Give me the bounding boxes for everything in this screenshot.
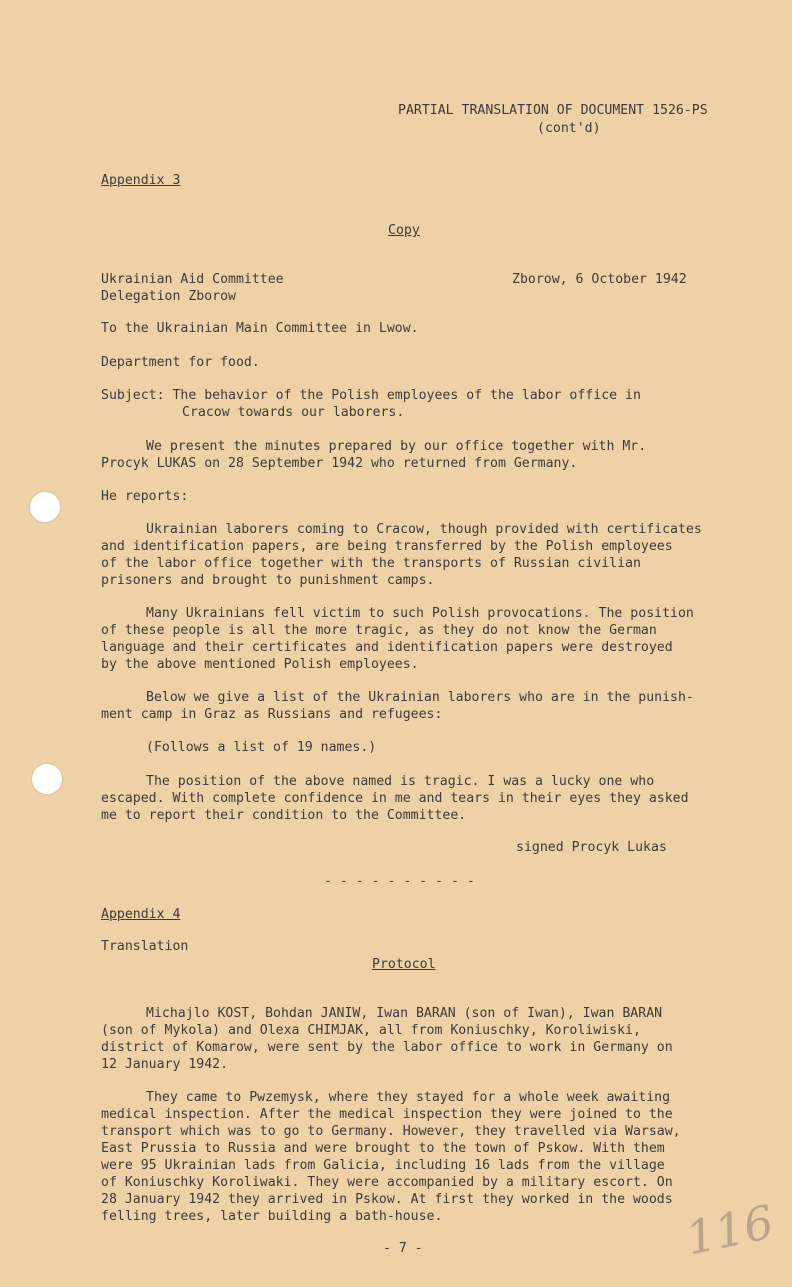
sender-line-2: Delegation Zborow xyxy=(101,289,236,304)
paragraph-line: of these people is all the more tragic, as they do not know the German xyxy=(101,623,657,638)
paragraph-line: were 95 Ukrainian lads from Galicia, including 16 lads from the village xyxy=(101,1158,665,1173)
paragraph-line: 12 January 1942. xyxy=(101,1057,229,1072)
paragraph-line: prisoners and brought to punishment camps. xyxy=(101,573,435,588)
paragraph-line: We present the minutes prepared by our office together with Mr. xyxy=(146,439,647,454)
paragraph-line: escaped. With complete confidence in me and tears in their eyes they asked xyxy=(101,791,689,806)
appendix-3-label: Appendix 3 xyxy=(101,173,181,188)
paragraph-line: Michajlo KOST, Bohdan JANIW, Iwan BARAN (son of Iwan), Iwan BARAN xyxy=(146,1006,663,1021)
paragraph-line: medical inspection. After the medical inspection they were joined to the xyxy=(101,1107,673,1122)
paragraph-line: language and their certificates and identification papers were destroyed xyxy=(101,640,673,655)
copy-label: Copy xyxy=(388,223,420,238)
document-subtitle: (cont'd) xyxy=(537,121,601,136)
paragraph-line: ment camp in Graz as Russians and refugees: xyxy=(101,707,443,722)
punch-hole-bottom xyxy=(32,764,62,794)
paragraph-line: The position of the above named is tragic. I was a lucky one who xyxy=(146,774,655,789)
paragraph-line: East Prussia to Russia and were brought to the town of Pskow. With them xyxy=(101,1141,665,1156)
paragraph-line: district of Komarow, were sent by the labor office to work in Germany on xyxy=(101,1040,673,1055)
paragraph-line: 28 January 1942 they arrived in Pskow. At first they worked in the woods xyxy=(101,1192,673,1207)
section-separator: - - - - - - - - - - xyxy=(324,874,475,889)
paragraph-line: and identification papers, are being transferred by the Polish employees xyxy=(101,539,673,554)
paragraph-line: felling trees, later building a bath-house. xyxy=(101,1209,443,1224)
paragraph-line: Many Ukrainians fell victim to such Polish provocations. The position xyxy=(146,606,694,621)
archive-number-stamp: 116 xyxy=(681,1194,779,1266)
subject-line-1: Subject: The behavior of the Polish employees of the labor office in xyxy=(101,388,641,403)
he-reports: He reports: xyxy=(101,489,189,504)
place-date: Zborow, 6 October 1942 xyxy=(512,272,687,287)
punch-hole-top xyxy=(30,492,60,522)
paragraph-line: by the above mentioned Polish employees. xyxy=(101,657,419,672)
paragraph-line: Ukrainian laborers coming to Cracow, though provided with certificates xyxy=(146,522,702,537)
document-title: PARTIAL TRANSLATION OF DOCUMENT 1526-PS xyxy=(398,103,708,118)
protocol-heading: Protocol xyxy=(372,957,436,972)
sender-line-1: Ukrainian Aid Committee xyxy=(101,272,284,287)
page-number: - 7 - xyxy=(383,1241,423,1256)
paragraph-line: Below we give a list of the Ukrainian laborers who are in the punish- xyxy=(146,690,694,705)
paragraph-line: of the labor office together with the transports of Russian civilian xyxy=(101,556,641,571)
follows-list-note: (Follows a list of 19 names.) xyxy=(146,740,377,755)
department: Department for food. xyxy=(101,355,260,370)
paragraph-line: They came to Pwzemysk, where they stayed for a whole week awaiting xyxy=(146,1090,671,1105)
subject-line-2: Cracow towards our laborers. xyxy=(182,405,405,420)
paragraph-line: of Koniuschky Koroliwaki. They were accompanied by a military escort. On xyxy=(101,1175,673,1190)
translation-label: Translation xyxy=(101,939,189,954)
paragraph-line: transport which was to go to Germany. However, they travelled via Warsaw, xyxy=(101,1124,681,1139)
paragraph-line: (son of Mykola) and Olexa CHIMJAK, all from Koniuschky, Koroliwiski, xyxy=(101,1023,641,1038)
paragraph-line: Procyk LUKAS on 28 September 1942 who returned from Germany. xyxy=(101,456,578,471)
paragraph-line: me to report their condition to the Committee. xyxy=(101,808,467,823)
appendix-4-label: Appendix 4 xyxy=(101,907,181,922)
addressee: To the Ukrainian Main Committee in Lwow. xyxy=(101,321,419,336)
signature-line: signed Procyk Lukas xyxy=(516,840,667,855)
